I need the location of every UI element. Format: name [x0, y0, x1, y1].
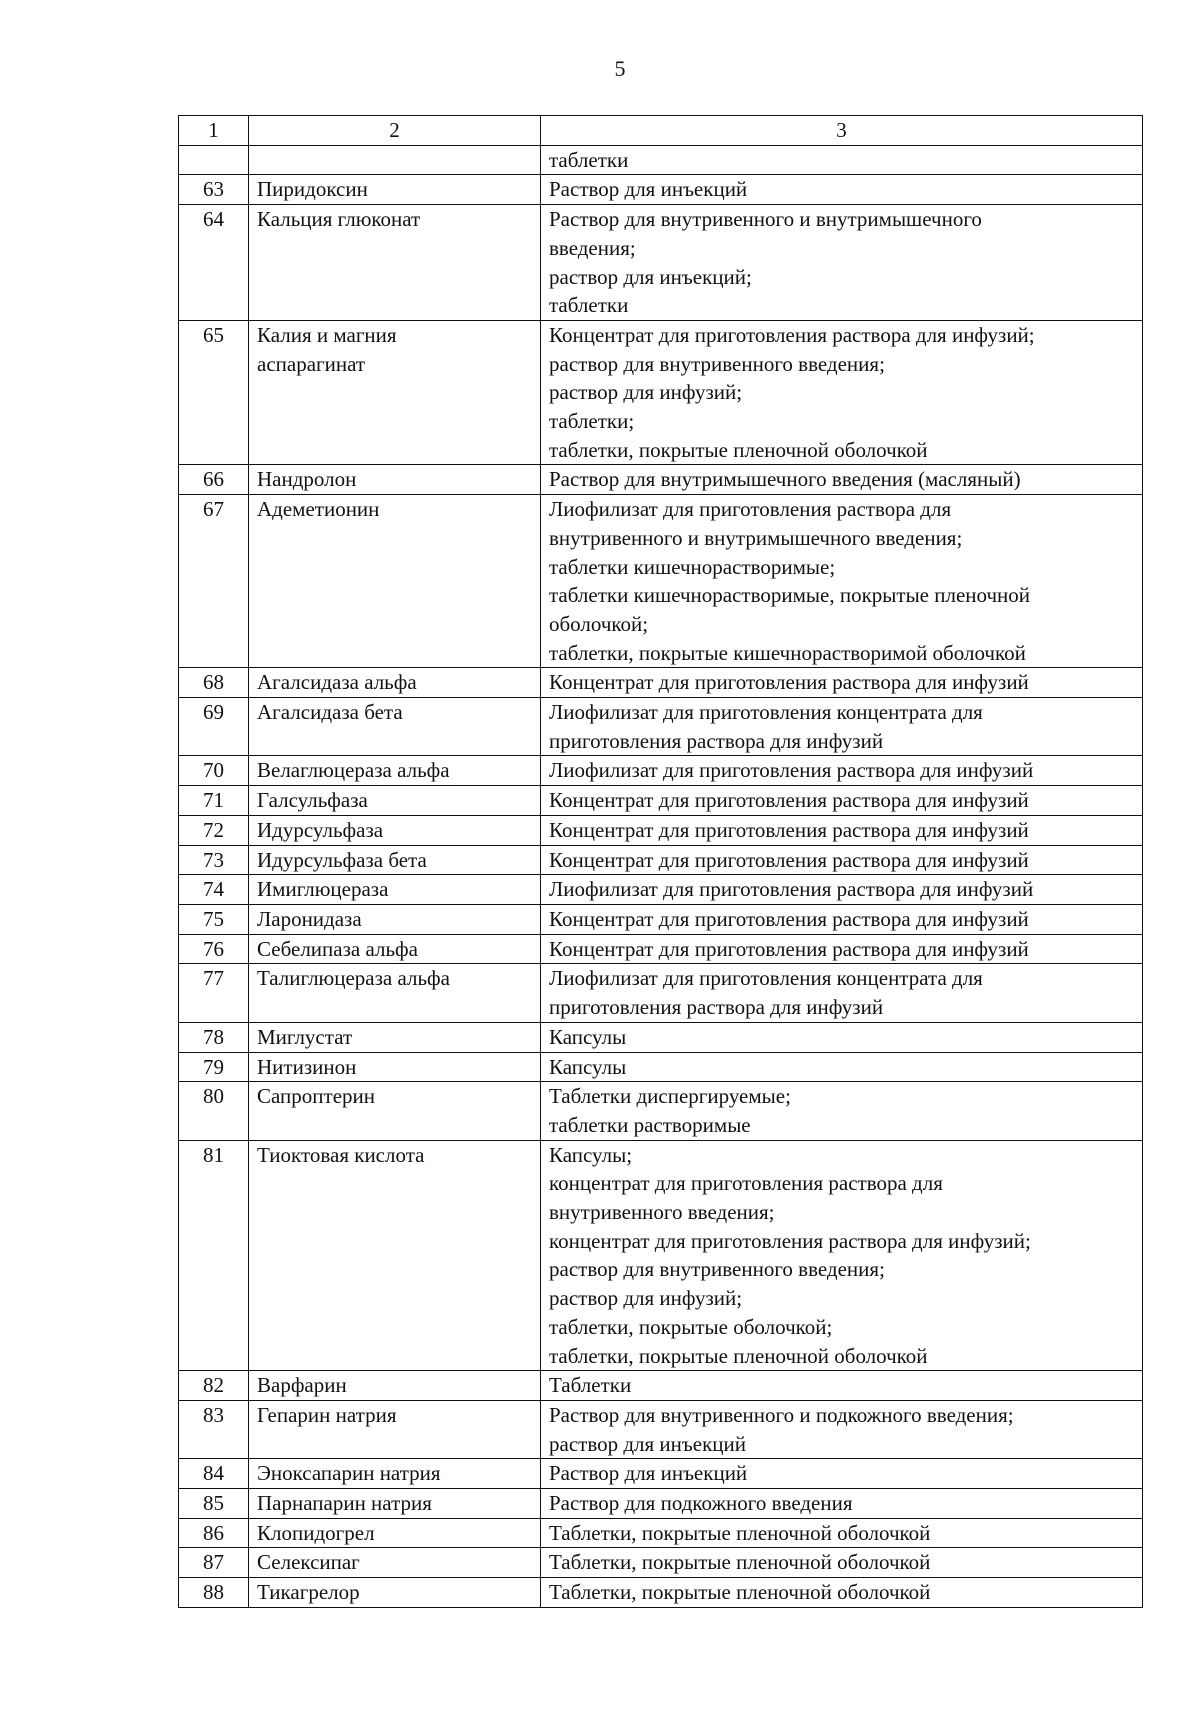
- dosage-form-line: таблетки, покрытые пленочной оболочкой: [549, 437, 928, 462]
- table-row: [179, 698, 1143, 756]
- table-row: [179, 465, 1143, 495]
- drug-name-line: Селексипаг: [257, 1550, 360, 1575]
- drug-name-line: Тиоктовая кислота: [257, 1142, 425, 1167]
- table-row: [179, 1082, 1143, 1140]
- dosage-form-line: Раствор для внутривенного и внутримышечного: [549, 207, 982, 232]
- dosage-form-line: Таблетки диспергируемые;: [549, 1084, 791, 1109]
- dosage-form-line: Таблетки: [549, 1373, 632, 1398]
- drug-name-cell: [249, 1548, 541, 1578]
- table-header-row: [179, 116, 1143, 146]
- drug-name-cell: [249, 495, 541, 668]
- header-col-2: 2: [249, 116, 541, 146]
- row-number: 71: [179, 786, 249, 816]
- row-number: 79: [179, 1052, 249, 1082]
- dosage-forms-cell: [541, 845, 1143, 875]
- row-number: 80: [179, 1082, 249, 1140]
- dosage-form-line: раствор для внутривенного введения;: [549, 1257, 885, 1282]
- dosage-form-line: приготовления раствора для инфузий: [549, 995, 884, 1020]
- drug-name-cell: [249, 1371, 541, 1401]
- drug-name-line: Галсульфаза: [257, 788, 368, 813]
- drug-name-line: Адеметионин: [257, 497, 380, 522]
- drug-name-line: Эноксапарин натрия: [257, 1461, 441, 1486]
- row-number: 77: [179, 964, 249, 1022]
- table-row: [179, 1052, 1143, 1082]
- dosage-form-line: таблетки кишечнорастворимые;: [549, 554, 836, 579]
- table-row: [179, 1140, 1143, 1371]
- row-number: 67: [179, 495, 249, 668]
- drug-name-cell: [249, 668, 541, 698]
- dosage-forms-cell: [541, 756, 1143, 786]
- table-row: [179, 668, 1143, 698]
- table-row: [179, 175, 1143, 205]
- dosage-form-line: раствор для инфузий;: [549, 1286, 743, 1311]
- dosage-forms-cell: [541, 495, 1143, 668]
- dosage-forms-cell: [541, 934, 1143, 964]
- table-row: [179, 1489, 1143, 1519]
- drug-name-line: Имиглюцераза: [257, 877, 389, 902]
- row-number: 88: [179, 1578, 249, 1608]
- dosage-form-line: Лиофилизат для приготовления раствора для: [549, 497, 952, 522]
- dosage-form-line: Концентрат для приготовления раствора для инфузий: [549, 788, 1029, 813]
- drug-name-cell: [249, 845, 541, 875]
- drug-name-cell: [249, 205, 541, 321]
- drug-name-line: Варфарин: [257, 1373, 347, 1398]
- drug-name-line: Пиридоксин: [257, 177, 368, 202]
- dosage-form-line: Концентрат для приготовления раствора для инфузий: [549, 936, 1029, 961]
- dosage-form-line: Раствор для внутримышечного введения (масляный): [549, 467, 1021, 492]
- drug-name-line: Парнапарин натрия: [257, 1491, 432, 1516]
- drug-name-line: Клопидогрел: [257, 1520, 375, 1545]
- row-number: 63: [179, 175, 249, 205]
- row-number: 85: [179, 1489, 249, 1519]
- drug-name-cell: [249, 1578, 541, 1608]
- drug-name-line: Сапроптерин: [257, 1084, 376, 1109]
- drug-name-cell: [249, 815, 541, 845]
- dosage-form-line: Раствор для подкожного введения: [549, 1491, 853, 1516]
- dosage-form-line: таблетки: [549, 147, 629, 172]
- dosage-forms-cell: [541, 815, 1143, 845]
- drug-name-cell: [249, 1459, 541, 1489]
- dosage-forms-cell: [541, 904, 1143, 934]
- drug-name-line: Велаглюцераза альфа: [257, 758, 450, 783]
- dosage-form-line: Таблетки, покрытые пленочной оболочкой: [549, 1580, 931, 1605]
- drug-name-line: Калия и магния: [257, 322, 397, 347]
- dosage-form-line: таблетки, покрытые пленочной оболочкой: [549, 1343, 928, 1368]
- drug-name-cell: [249, 698, 541, 756]
- table-row: [179, 1400, 1143, 1458]
- header-col-1: 1: [179, 116, 249, 146]
- dosage-form-line: Лиофилизат для приготовления раствора для инфузий: [549, 758, 1034, 783]
- dosage-form-line: Таблетки, покрытые пленочной оболочкой: [549, 1550, 931, 1575]
- dosage-forms-cell: [541, 1459, 1143, 1489]
- table-row: [179, 495, 1143, 668]
- dosage-form-line: таблетки: [549, 293, 629, 318]
- row-number: 83: [179, 1400, 249, 1458]
- dosage-form-line: Концентрат для приготовления раствора для инфузий: [549, 847, 1029, 872]
- drug-name-cell: [249, 786, 541, 816]
- table-row: [179, 1459, 1143, 1489]
- row-number: 86: [179, 1518, 249, 1548]
- page-number: 5: [614, 56, 626, 81]
- row-number: [179, 145, 249, 175]
- dosage-form-line: Таблетки, покрытые пленочной оболочкой: [549, 1520, 931, 1545]
- dosage-forms-cell: [541, 1518, 1143, 1548]
- table-row: [179, 1518, 1143, 1548]
- drug-name-cell: [249, 875, 541, 905]
- dosage-form-line: введения;: [549, 235, 636, 260]
- row-number: 76: [179, 934, 249, 964]
- row-number: 74: [179, 875, 249, 905]
- dosage-form-line: таблетки растворимые: [549, 1112, 751, 1137]
- row-number: 64: [179, 205, 249, 321]
- dosage-forms-cell: [541, 964, 1143, 1022]
- dosage-form-line: таблетки кишечнорастворимые, покрытые пленочной: [549, 583, 1031, 608]
- drug-name-cell: [249, 1400, 541, 1458]
- drug-name-cell: [249, 1140, 541, 1371]
- drug-name-cell: [249, 904, 541, 934]
- drug-name-line: Кальция глюконат: [257, 207, 421, 232]
- dosage-forms-cell: [541, 786, 1143, 816]
- row-number: 87: [179, 1548, 249, 1578]
- table-row: [179, 205, 1143, 321]
- table-row: [179, 934, 1143, 964]
- drug-name-cell: [249, 465, 541, 495]
- dosage-forms-cell: [541, 668, 1143, 698]
- drug-name-cell: [249, 1518, 541, 1548]
- drug-name-line: Идурсульфаза бета: [257, 847, 427, 872]
- row-number: 82: [179, 1371, 249, 1401]
- dosage-form-line: Концентрат для приготовления раствора для инфузий;: [549, 322, 1035, 347]
- row-number: 66: [179, 465, 249, 495]
- dosage-form-line: таблетки;: [549, 409, 635, 434]
- dosage-forms-cell: [541, 1548, 1143, 1578]
- row-number: 68: [179, 668, 249, 698]
- dosage-form-line: оболочкой;: [549, 611, 649, 636]
- dosage-forms-cell: [541, 875, 1143, 905]
- table-row: [179, 1578, 1143, 1608]
- drug-name-cell: [249, 1052, 541, 1082]
- dosage-forms-cell: [541, 1489, 1143, 1519]
- table-row: [179, 786, 1143, 816]
- dosage-forms-cell: [541, 320, 1143, 465]
- table-row: [179, 904, 1143, 934]
- dosage-form-line: Концентрат для приготовления раствора для инфузий: [549, 906, 1029, 931]
- dosage-form-line: внутривенного и внутримышечного введения;: [549, 525, 963, 550]
- dosage-form-line: Капсулы: [549, 1054, 627, 1079]
- row-number: 73: [179, 845, 249, 875]
- dosage-forms-cell: [541, 205, 1143, 321]
- row-number: 78: [179, 1022, 249, 1052]
- dosage-form-line: раствор для инфузий;: [549, 380, 743, 405]
- dosage-forms-cell: [541, 698, 1143, 756]
- drug-name-cell: [249, 1082, 541, 1140]
- drug-name-cell: [249, 145, 541, 175]
- table-row: [179, 1022, 1143, 1052]
- medicines-table-body: [179, 116, 1143, 1608]
- table-row: [179, 845, 1143, 875]
- dosage-forms-cell: [541, 1052, 1143, 1082]
- dosage-form-line: таблетки, покрытые кишечнорастворимой оболочкой: [549, 640, 1026, 665]
- medicines-table: [178, 115, 1143, 1608]
- drug-name-line: Нандролон: [257, 467, 357, 492]
- dosage-forms-cell: [541, 1371, 1143, 1401]
- row-number: 84: [179, 1459, 249, 1489]
- dosage-form-line: раствор для инъекций: [549, 1431, 746, 1456]
- table-row: [179, 1371, 1143, 1401]
- table-row: [179, 875, 1143, 905]
- drug-name-cell: [249, 1489, 541, 1519]
- table-row: [179, 320, 1143, 465]
- dosage-forms-cell: [541, 145, 1143, 175]
- dosage-form-line: Капсулы;: [549, 1142, 633, 1167]
- drug-name-line: Талиглюцераза альфа: [257, 966, 450, 991]
- drug-name-cell: [249, 175, 541, 205]
- drug-name-cell: [249, 320, 541, 465]
- drug-name-line: Агалсидаза бета: [257, 700, 403, 725]
- row-number: 81: [179, 1140, 249, 1371]
- dosage-forms-cell: [541, 1082, 1143, 1140]
- dosage-forms-cell: [541, 1022, 1143, 1052]
- dosage-form-line: Раствор для инъекций: [549, 1461, 748, 1486]
- drug-name-line: аспарагинат: [257, 351, 366, 376]
- dosage-form-line: раствор для инъекций;: [549, 264, 752, 289]
- dosage-form-line: таблетки, покрытые оболочкой;: [549, 1314, 833, 1339]
- row-number: 65: [179, 320, 249, 465]
- dosage-form-line: приготовления раствора для инфузий: [549, 728, 884, 753]
- table-row: [179, 1548, 1143, 1578]
- row-number: 75: [179, 904, 249, 934]
- dosage-form-line: Лиофилизат для приготовления раствора для инфузий: [549, 877, 1034, 902]
- drug-name-line: Себелипаза альфа: [257, 936, 418, 961]
- dosage-form-line: концентрат для приготовления раствора для: [549, 1171, 943, 1196]
- dosage-form-line: Раствор для внутривенного и подкожного введения;: [549, 1402, 1014, 1427]
- dosage-form-line: внутривенного введения;: [549, 1200, 775, 1225]
- row-number: 70: [179, 756, 249, 786]
- table-row: [179, 756, 1143, 786]
- dosage-forms-cell: [541, 1578, 1143, 1608]
- drug-name-line: Миглустат: [257, 1024, 353, 1049]
- dosage-form-line: Лиофилизат для приготовления концентрата для: [549, 966, 983, 991]
- dosage-forms-cell: [541, 465, 1143, 495]
- table-row: [179, 145, 1143, 175]
- dosage-form-line: Лиофилизат для приготовления концентрата для: [549, 700, 983, 725]
- dosage-form-line: Концентрат для приготовления раствора для инфузий: [549, 670, 1029, 695]
- drug-name-line: Гепарин натрия: [257, 1402, 397, 1427]
- dosage-form-line: концентрат для приготовления раствора для инфузий;: [549, 1228, 1031, 1253]
- drug-name-cell: [249, 1022, 541, 1052]
- dosage-form-line: Капсулы: [549, 1024, 627, 1049]
- table-row: [179, 815, 1143, 845]
- dosage-forms-cell: [541, 1140, 1143, 1371]
- dosage-form-line: Концентрат для приготовления раствора для инфузий: [549, 817, 1029, 842]
- drug-name-line: Агалсидаза альфа: [257, 670, 417, 695]
- table-row: [179, 964, 1143, 1022]
- row-number: 72: [179, 815, 249, 845]
- drug-name-cell: [249, 934, 541, 964]
- header-col-3: 3: [541, 116, 1143, 146]
- dosage-form-line: Раствор для инъекций: [549, 177, 748, 202]
- drug-name-cell: [249, 964, 541, 1022]
- drug-name-line: Ларонидаза: [257, 906, 362, 931]
- drug-name-line: Нитизинон: [257, 1054, 357, 1079]
- drug-name-line: Тикагрелор: [257, 1580, 360, 1605]
- drug-name-cell: [249, 756, 541, 786]
- row-number: 69: [179, 698, 249, 756]
- dosage-forms-cell: [541, 175, 1143, 205]
- dosage-forms-cell: [541, 1400, 1143, 1458]
- drug-name-line: Идурсульфаза: [257, 817, 384, 842]
- dosage-form-line: раствор для внутривенного введения;: [549, 351, 885, 376]
